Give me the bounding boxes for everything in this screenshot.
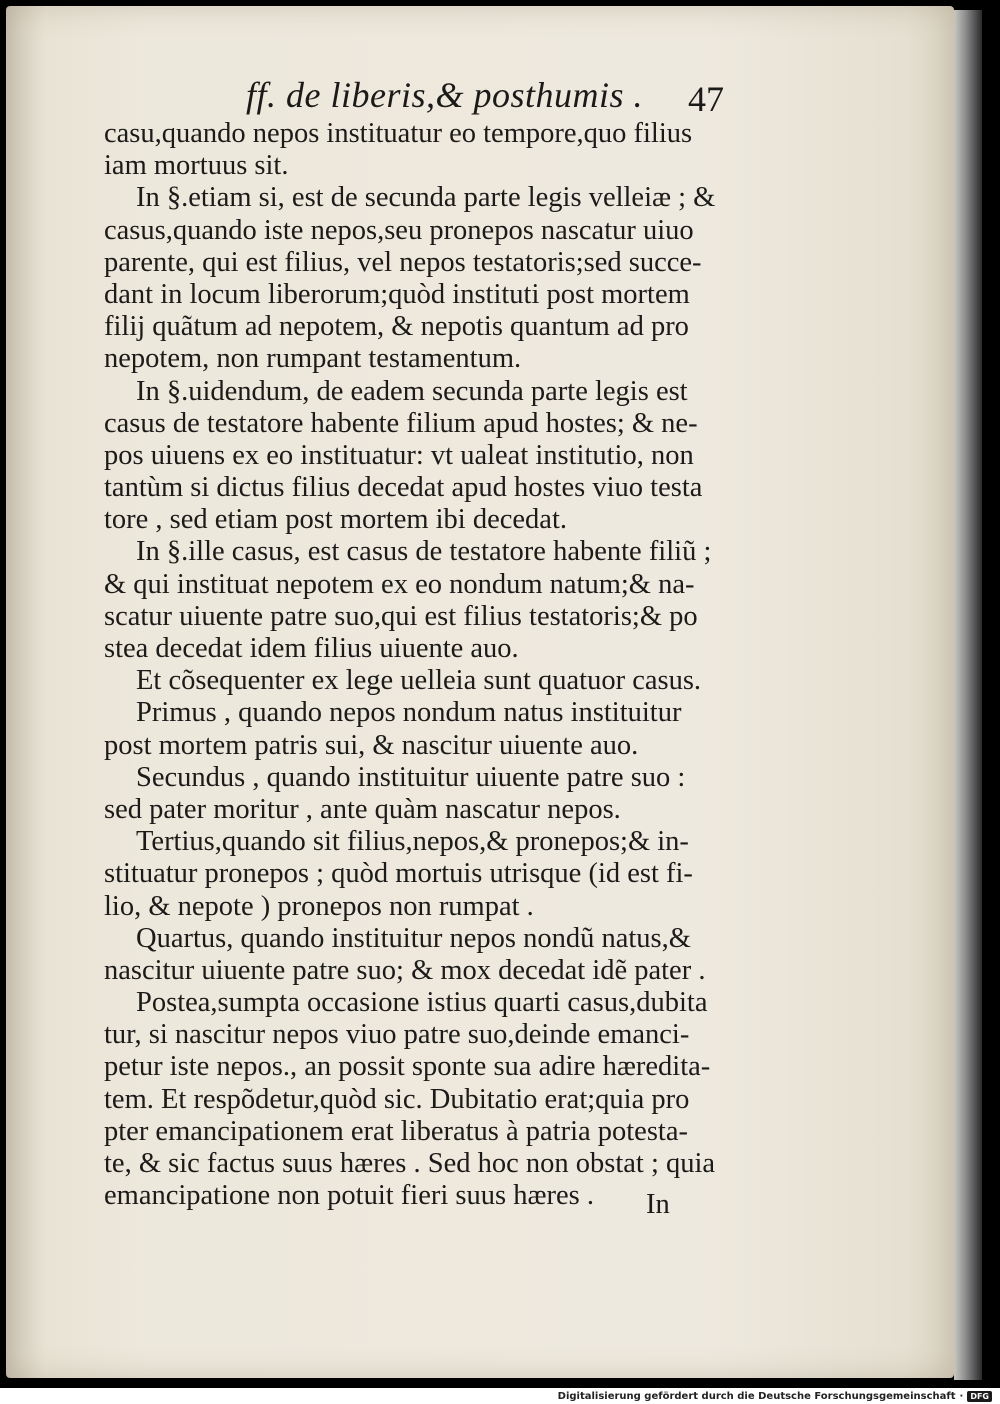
text-line: Et cõsequenter ex lege uelleia sunt quatuor casus.: [136, 665, 702, 697]
text-line: casu,quando nepos instituatur eo tempore,quo filius: [104, 118, 693, 149]
book-page: [6, 6, 954, 1378]
text-line: parente, qui est filius, vel nepos testatoris;sed succe-: [104, 246, 702, 278]
text-line: lio, & nepote ) pronepos non rumpat .: [104, 890, 534, 922]
catchword: In: [646, 1189, 670, 1220]
text-line: In §.etiam si, est de secunda parte legis velleiæ ; &: [136, 182, 716, 214]
text-line: stituatur pronepos ; quòd mortuis utrisque (id est fi-: [104, 858, 693, 890]
footer-credit: [558, 1388, 992, 1404]
text-line: Tertius,quando sit filius,nepos,& pronepos;& in-: [136, 826, 689, 858]
text-line: te, & sic factus suus hæres . Sed hoc non obstat ; quia: [104, 1148, 716, 1179]
running-head: ff. de liberis,& posthumis .: [246, 75, 644, 115]
text-line: filij quãtum ad nepotem, & nepotis quantum ad pro: [104, 311, 689, 343]
footer-credit-text: Digitalisierung gefördert durch die Deutsche Forschungsgemeinschaft: [557, 1390, 956, 1402]
text-line: Quartus, quando instituitur nepos nondũ natus,&: [136, 922, 691, 954]
text-line: casus,quando iste nepos,seu pronepos nascatur uiuo: [104, 214, 694, 246]
text-line: Primus , quando nepos nondum natus instituitur: [136, 697, 682, 729]
text-line: tantùm si dictus filius decedat apud hostes viuo testa: [104, 472, 703, 504]
footer-separator: ·: [959, 1390, 964, 1402]
text-line: emancipatione non potuit fieri suus hæres .: [104, 1180, 594, 1212]
text-line: casus de testatore habente filium apud hostes; & ne-: [104, 407, 698, 439]
text-line: pter emancipationem erat liberatus à patria potesta-: [104, 1115, 688, 1147]
text-line: iam mortuus sit.: [104, 150, 289, 182]
text-line: tore , sed etiam post mortem ibi decedat.: [104, 504, 567, 536]
page-number: 47: [688, 79, 724, 119]
text-line: Secundus , quando instituitur uiuente patre suo :: [136, 761, 686, 793]
text-line: & qui instituat nepotem ex eo nondum natum;& na-: [104, 568, 695, 600]
body-text: [104, 118, 744, 1212]
page-edge: [954, 10, 982, 1380]
text-line: Postea,sumpta occasione istius quarti casus,dubita: [136, 987, 708, 1019]
text-line: dant in locum liberorum;quòd instituti post mortem: [104, 278, 690, 310]
text-line: nepotem, non rumpant testamentum.: [104, 343, 522, 375]
text-line: pos uiuens ex eo instituatur: vt ualeat institutio, non: [104, 439, 694, 471]
text-line: In §.ille casus, est casus de testatore habente filiũ ;: [136, 536, 712, 568]
dfg-logo-icon: DFG: [967, 1391, 992, 1402]
text-line: sed pater moritur , ante quàm nascatur nepos.: [104, 793, 621, 825]
text-line: In §.uidendum, de eadem secunda parte legis est: [136, 375, 688, 407]
text-line: petur iste nepos., an possit sponte sua adire hæredita-: [104, 1051, 711, 1083]
text-line: scatur uiuente patre suo,qui est filius testatoris;& po: [104, 600, 698, 632]
text-line: stea decedat idem filius uiuente auo.: [104, 633, 519, 664]
text-line: tur, si nascitur nepos viuo patre suo,deinde emanci-: [104, 1019, 690, 1051]
text-line: tem. Et respõdetur,quòd sic. Dubitatio erat;quia pro: [104, 1083, 690, 1115]
text-line: nascitur uiuente patre suo; & mox decedat idẽ pater .: [104, 954, 706, 986]
text-line: post mortem patris sui, & nascitur uiuente auo.: [104, 729, 639, 761]
